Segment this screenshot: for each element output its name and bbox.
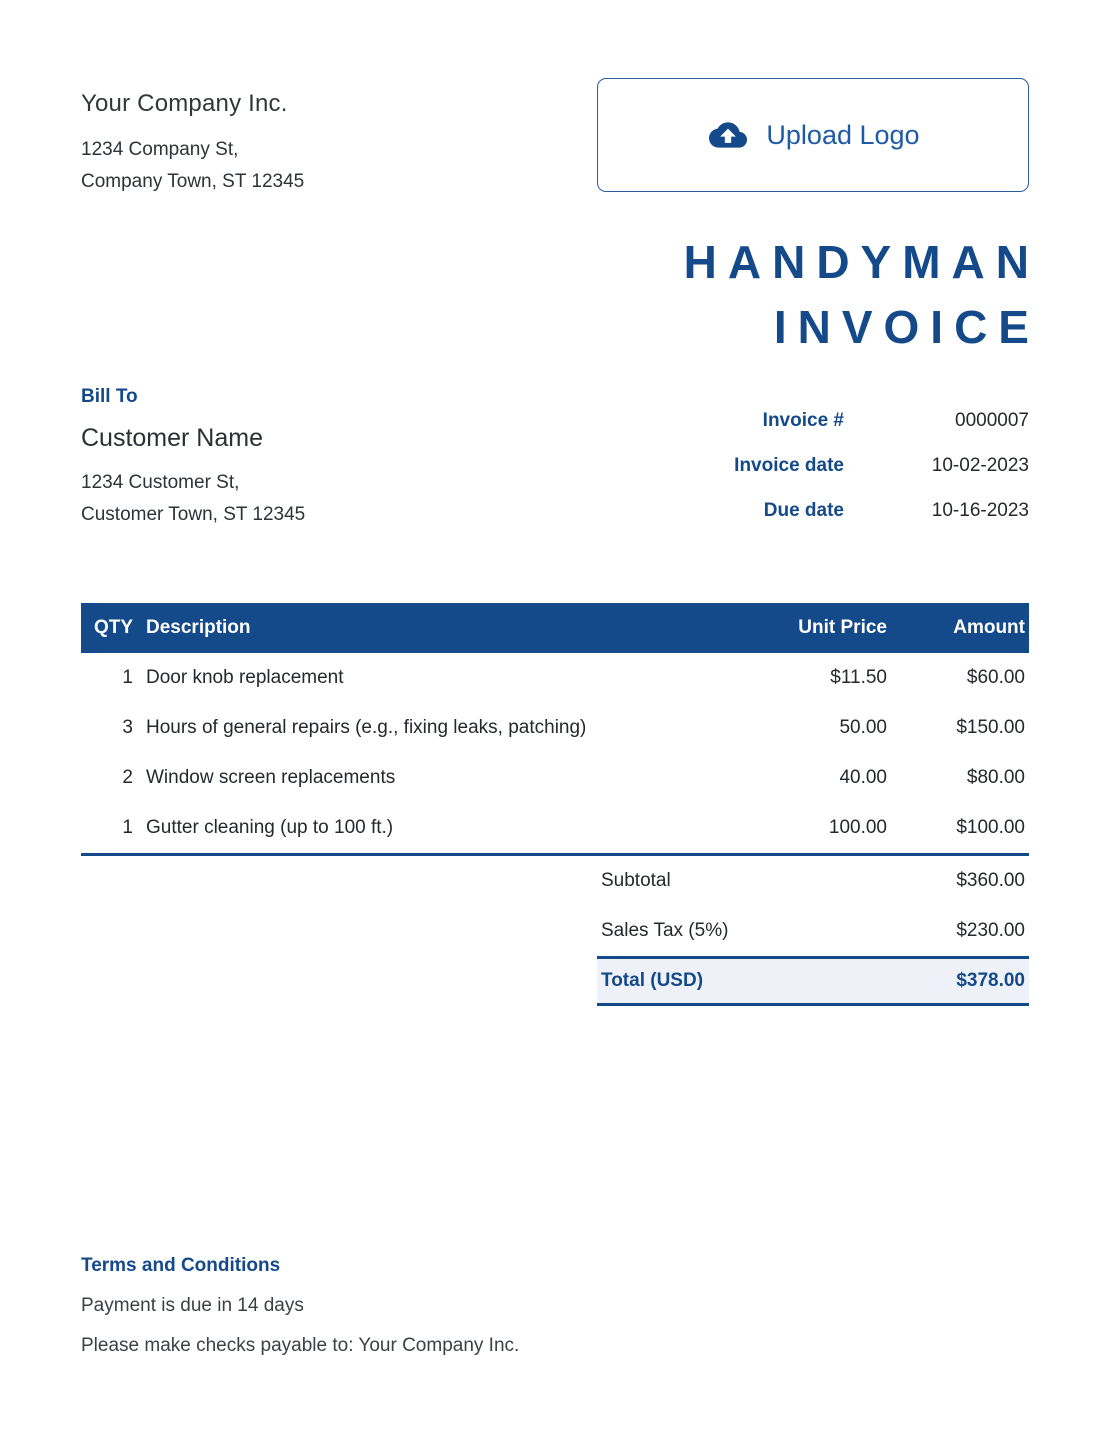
item-qty: 1 <box>122 667 133 688</box>
company-block <box>81 78 304 198</box>
due-date-value: 10-16-2023 <box>931 499 1029 521</box>
bill-to-block <box>81 386 305 533</box>
item-description: Hours of general repairs (e.g., fixing leaks, patching) <box>146 717 587 738</box>
sales-tax-value: $230.00 <box>956 920 1025 941</box>
terms-line2: Please make checks payable to: Your Company Inc. <box>81 1335 520 1356</box>
customer-address-line1: 1234 Customer St, <box>81 472 240 493</box>
invoice-title-line1: HANDYMAN <box>683 236 1040 288</box>
header-amount: Amount <box>953 617 1025 638</box>
terms-block <box>81 1255 519 1357</box>
item-description: Gutter cleaning (up to 100 ft.) <box>146 817 394 838</box>
header-description: Description <box>146 617 251 638</box>
invoice-date-label: Invoice date <box>734 454 844 476</box>
upload-logo-button[interactable] <box>597 78 1029 192</box>
item-unit-price: 50.00 <box>839 717 887 738</box>
company-address-line1: 1234 Company St, <box>81 139 239 160</box>
table-row <box>81 653 1029 703</box>
invoice-date-value: 10-02-2023 <box>931 454 1029 476</box>
terms-line1: Payment is due in 14 days <box>81 1295 304 1316</box>
total-row <box>597 956 1029 1006</box>
sales-tax-label: Sales Tax (5%) <box>601 920 729 941</box>
info-row <box>81 386 1029 533</box>
company-address-line2: Company Town, ST 12345 <box>81 171 305 192</box>
invoice-number-row <box>734 398 1029 443</box>
header-qty: QTY <box>93 617 133 638</box>
sales-tax-row <box>597 906 1029 956</box>
items-table-header <box>81 603 1029 653</box>
due-date-label: Due date <box>763 499 844 521</box>
item-amount: $100.00 <box>956 817 1025 838</box>
item-description: Door knob replacement <box>146 667 344 688</box>
header-row <box>81 78 1029 198</box>
table-row <box>81 703 1029 753</box>
table-row <box>81 803 1029 853</box>
customer-name: Customer Name <box>81 424 263 452</box>
item-qty: 1 <box>122 817 133 838</box>
item-amount: $80.00 <box>966 767 1025 788</box>
item-unit-price: $11.50 <box>830 667 887 688</box>
subtotal-value: $360.00 <box>956 870 1025 891</box>
item-unit-price: 100.00 <box>828 817 887 838</box>
invoice-title <box>81 230 1040 360</box>
upload-logo-label: Upload Logo <box>766 119 920 150</box>
bill-to-heading: Bill To <box>81 386 138 407</box>
item-amount: $150.00 <box>956 717 1025 738</box>
company-name: Your Company Inc. <box>81 90 288 117</box>
customer-address-line2: Customer Town, ST 12345 <box>81 504 306 525</box>
item-amount: $60.00 <box>966 667 1025 688</box>
total-label: Total (USD) <box>601 970 704 991</box>
total-value: $378.00 <box>956 970 1025 991</box>
terms-heading: Terms and Conditions <box>81 1255 281 1276</box>
item-unit-price: 40.00 <box>839 767 887 788</box>
item-description: Window screen replacements <box>146 767 396 788</box>
subtotal-row <box>597 856 1029 906</box>
due-date-row <box>734 488 1029 533</box>
item-qty: 3 <box>122 717 133 738</box>
table-row <box>81 753 1029 803</box>
item-qty: 2 <box>122 767 133 788</box>
invoice-date-row <box>734 443 1029 488</box>
subtotal-label: Subtotal <box>601 870 671 891</box>
items-table <box>81 603 1029 856</box>
invoice-meta <box>734 386 1029 533</box>
invoice-number-value: 0000007 <box>955 409 1029 431</box>
invoice-title-line2: INVOICE <box>773 301 1040 353</box>
invoice-number-label: Invoice # <box>762 409 844 431</box>
header-unit-price: Unit Price <box>798 617 887 638</box>
cloud-upload-icon <box>706 116 750 154</box>
totals-block <box>597 856 1029 1006</box>
